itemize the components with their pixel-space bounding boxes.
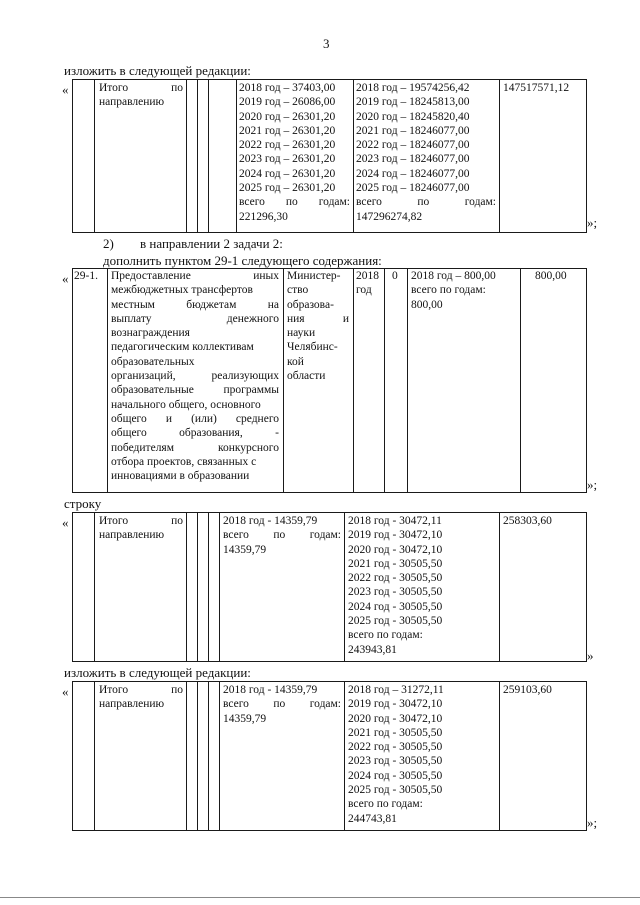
table-1-total: 147517571,12 bbox=[503, 82, 570, 94]
heading-row: строку bbox=[64, 496, 102, 511]
table-3-close: » bbox=[587, 648, 594, 663]
table-2-zero: 0 bbox=[392, 270, 398, 282]
table-2-close: »; bbox=[587, 477, 598, 492]
table-1-label: Итого по направлению bbox=[99, 82, 183, 109]
table-1-col-b: 2018 год – 19574256,42 2019 год – 18245813,00 2020 год – 18245820,40 2021 год – 18246077,00 2022 год – 18246077,00 2023 год – 18246077,00 2024 год – 18246077,00 2025 год – 18246077,00 всего по годам: 147296274,82 bbox=[356, 82, 496, 223]
heading-edit-1: изложить в следующей редакции: bbox=[64, 63, 251, 78]
page-number: 3 bbox=[323, 36, 330, 51]
table-4-close: »; bbox=[587, 815, 598, 830]
table-2-executor: Министер- ство образова- ния и науки Челябинс- кой области bbox=[287, 270, 349, 383]
table-2-total: 800,00 bbox=[535, 270, 567, 282]
table-2-description: Предоставление иных межбюджетных трансфертов местным бюджетам на выплату денежного вознаграждения педагогическим коллективам образовательных организаций, реализующих образовательные программы начального общего, основного общего и (или) среднего общего образования, - победителям конкурсного отбора проектов, связанных с инновациями в образовании bbox=[111, 270, 279, 483]
table-2-number: 29-1. bbox=[74, 270, 98, 282]
table-1-col-a: 2018 год – 37403,00 2019 год – 26086,00 2020 год – 26301,20 2021 год – 26301,20 2022 год – 26301,20 2023 год – 26301,20 2024 год – 26301,20 2025 год – 26301,20 всего по годам: 221296,30 bbox=[239, 82, 350, 223]
page-bottom-rule bbox=[0, 897, 640, 898]
table-4-open-quote: « bbox=[62, 684, 69, 699]
heading-edit-2: изложить в следующей редакции: bbox=[64, 665, 251, 680]
table-3-col-b: 2018 год - 30472,11 2019 год - 30472,10 2020 год - 30472,10 2021 год - 30505,50 2022 год - 30505,50 2023 год - 30505,50 2024 год - 30505,50 2025 год - 30505,50 всего по годам: 243943,81 bbox=[348, 515, 443, 656]
table-4-col-a: 2018 год - 14359,79 всего по годам: 14359,79 bbox=[223, 684, 341, 725]
item-2-number: 2) bbox=[103, 236, 114, 251]
table-2-open-quote: « bbox=[62, 271, 69, 286]
table-2-amounts: 2018 год – 800,00 всего по годам: 800,00 bbox=[411, 270, 496, 311]
table-4-col-b: 2018 год – 31272,11 2019 год - 30472,10 2020 год - 30472,10 2021 год - 30505,50 2022 год - 30505,50 2023 год - 30505,50 2024 год - 30505,50 2025 год - 30505,50 всего по годам: 244743,81 bbox=[348, 684, 444, 825]
table-3-open-quote: « bbox=[62, 515, 69, 530]
table-2-year: 2018 год bbox=[356, 270, 379, 297]
item-2-text: в направлении 2 задачи 2: bbox=[140, 236, 283, 251]
table-3-label: Итого по направлению bbox=[99, 515, 183, 542]
table-3-total: 258303,60 bbox=[503, 515, 552, 527]
table-1-close: »; bbox=[587, 215, 598, 230]
table-3-col-a: 2018 год - 14359,79 всего по годам: 14359,79 bbox=[223, 515, 341, 556]
table-1-open-quote: « bbox=[62, 82, 69, 97]
table-4-label: Итого по направлению bbox=[99, 684, 183, 711]
table-4-total: 259103,60 bbox=[503, 684, 552, 696]
heading-add-29-1: дополнить пунктом 29-1 следующего содержания: bbox=[103, 253, 382, 268]
